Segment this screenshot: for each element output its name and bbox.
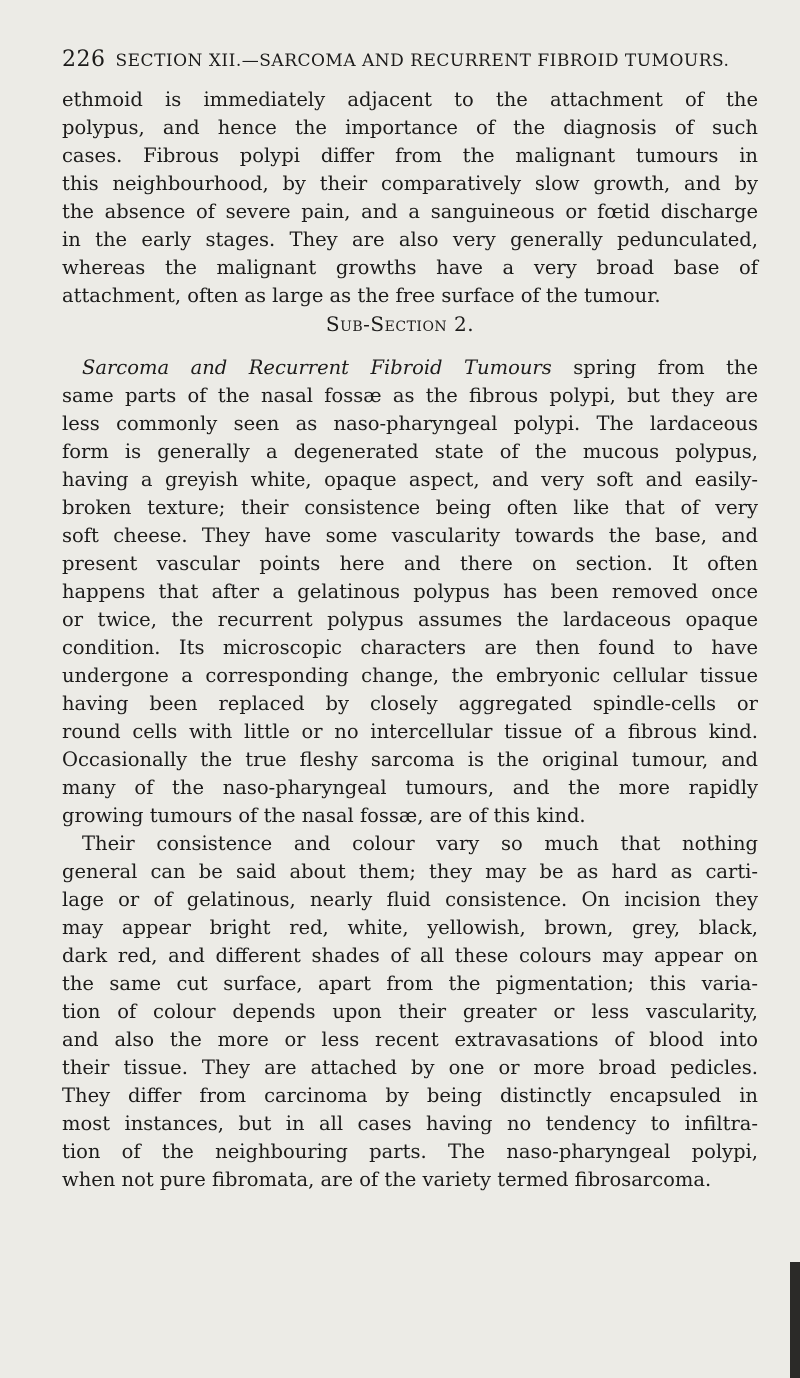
text-line: lage or of gelatinous, nearly fluid consistence. On incision they	[62, 888, 758, 911]
text-line: broken texture; their consistence being often like that of very	[62, 496, 758, 519]
text-line: less commonly seen as naso-pharyngeal polypi. The lardaceous	[62, 412, 758, 435]
text-line: in the early stages. They are also very generally pedunculated,	[62, 228, 758, 251]
text-line: may appear bright red, white, yellowish, brown, grey, black,	[62, 916, 758, 939]
text-line: having been replaced by closely aggregated spindle-cells or	[62, 692, 758, 715]
text-line: the absence of severe pain, and a sanguineous or fœtid discharge	[62, 200, 758, 223]
text-line: Occasionally the true fleshy sarcoma is the original tumour, and	[62, 748, 758, 771]
text-line: Their consistence and colour vary so much that nothing	[82, 832, 758, 855]
text-line: round cells with little or no intercellular tissue of a fibrous kind.	[62, 720, 758, 743]
running-head	[62, 47, 782, 72]
text-line: present vascular points here and there on section. It often	[62, 552, 758, 575]
text-line: undergone a corresponding change, the embryonic cellular tissue	[62, 664, 758, 687]
text-line: dark red, and different shades of all these colours may appear on	[62, 944, 758, 967]
text-line: when not pure fibromata, are of the variety termed fibrosarcoma.	[62, 1168, 712, 1191]
text-line: this neighbourhood, by their comparatively slow growth, and by	[62, 172, 758, 195]
text-line: happens that after a gelatinous polypus has been removed once	[62, 580, 758, 603]
text-line: whereas the malignant growths have a very broad base of	[62, 256, 758, 279]
text-line: tion of the neighbouring parts. The naso-pharyngeal polypi,	[62, 1140, 758, 1163]
text-line: cases. Fibrous polypi differ from the malignant tumours in	[62, 144, 758, 167]
subsection-heading: Sub-Section 2.	[325, 312, 475, 336]
text-line: attachment, often as large as the free surface of the tumour.	[62, 284, 661, 307]
text-line: polypus, and hence the importance of the diagnosis of such	[62, 116, 758, 139]
text-line: growing tumours of the nasal fossæ, are of this kind.	[62, 804, 586, 827]
subject-title: Sarcoma and Recurrent Fibroid Tumours	[82, 356, 552, 379]
text-line: the same cut surface, apart from the pigmentation; this varia-	[62, 972, 758, 995]
text-line: form is generally a degenerated state of the mucous polypus,	[62, 440, 758, 463]
text-line: Sarcoma and Recurrent Fibroid Tumours spring from the	[82, 356, 758, 379]
text-line: same parts of the nasal fossæ as the fibrous polypi, but they are	[62, 384, 758, 407]
text-line: most instances, but in all cases having no tendency to infiltra-	[62, 1112, 758, 1135]
text-line: condition. Its microscopic characters are then found to have	[62, 636, 758, 659]
page-number: 226	[62, 47, 106, 72]
text-line: soft cheese. They have some vascularity towards the base, and	[62, 524, 758, 547]
text-line: tion of colour depends upon their greater or less vascularity,	[62, 1000, 758, 1023]
text-line: They differ from carcinoma by being distinctly encapsuled in	[62, 1084, 758, 1107]
text-line: their tissue. They are attached by one or more broad pedicles.	[62, 1056, 758, 1079]
text-line: ethmoid is immediately adjacent to the attachment of the	[62, 88, 758, 111]
running-title: SECTION XII.—SARCOMA AND RECURRENT FIBROID TUMOURS.	[115, 51, 730, 71]
text-line: many of the naso-pharyngeal tumours, and the more rapidly	[62, 776, 758, 799]
text-line: or twice, the recurrent polypus assumes the lardaceous opaque	[62, 608, 758, 631]
text-line: having a greyish white, opaque aspect, and very soft and easily-	[62, 468, 758, 491]
text-line: general can be said about them; they may be as hard as carti-	[62, 860, 758, 883]
scan-edge	[790, 1262, 800, 1378]
text-line: and also the more or less recent extravasations of blood into	[62, 1028, 758, 1051]
